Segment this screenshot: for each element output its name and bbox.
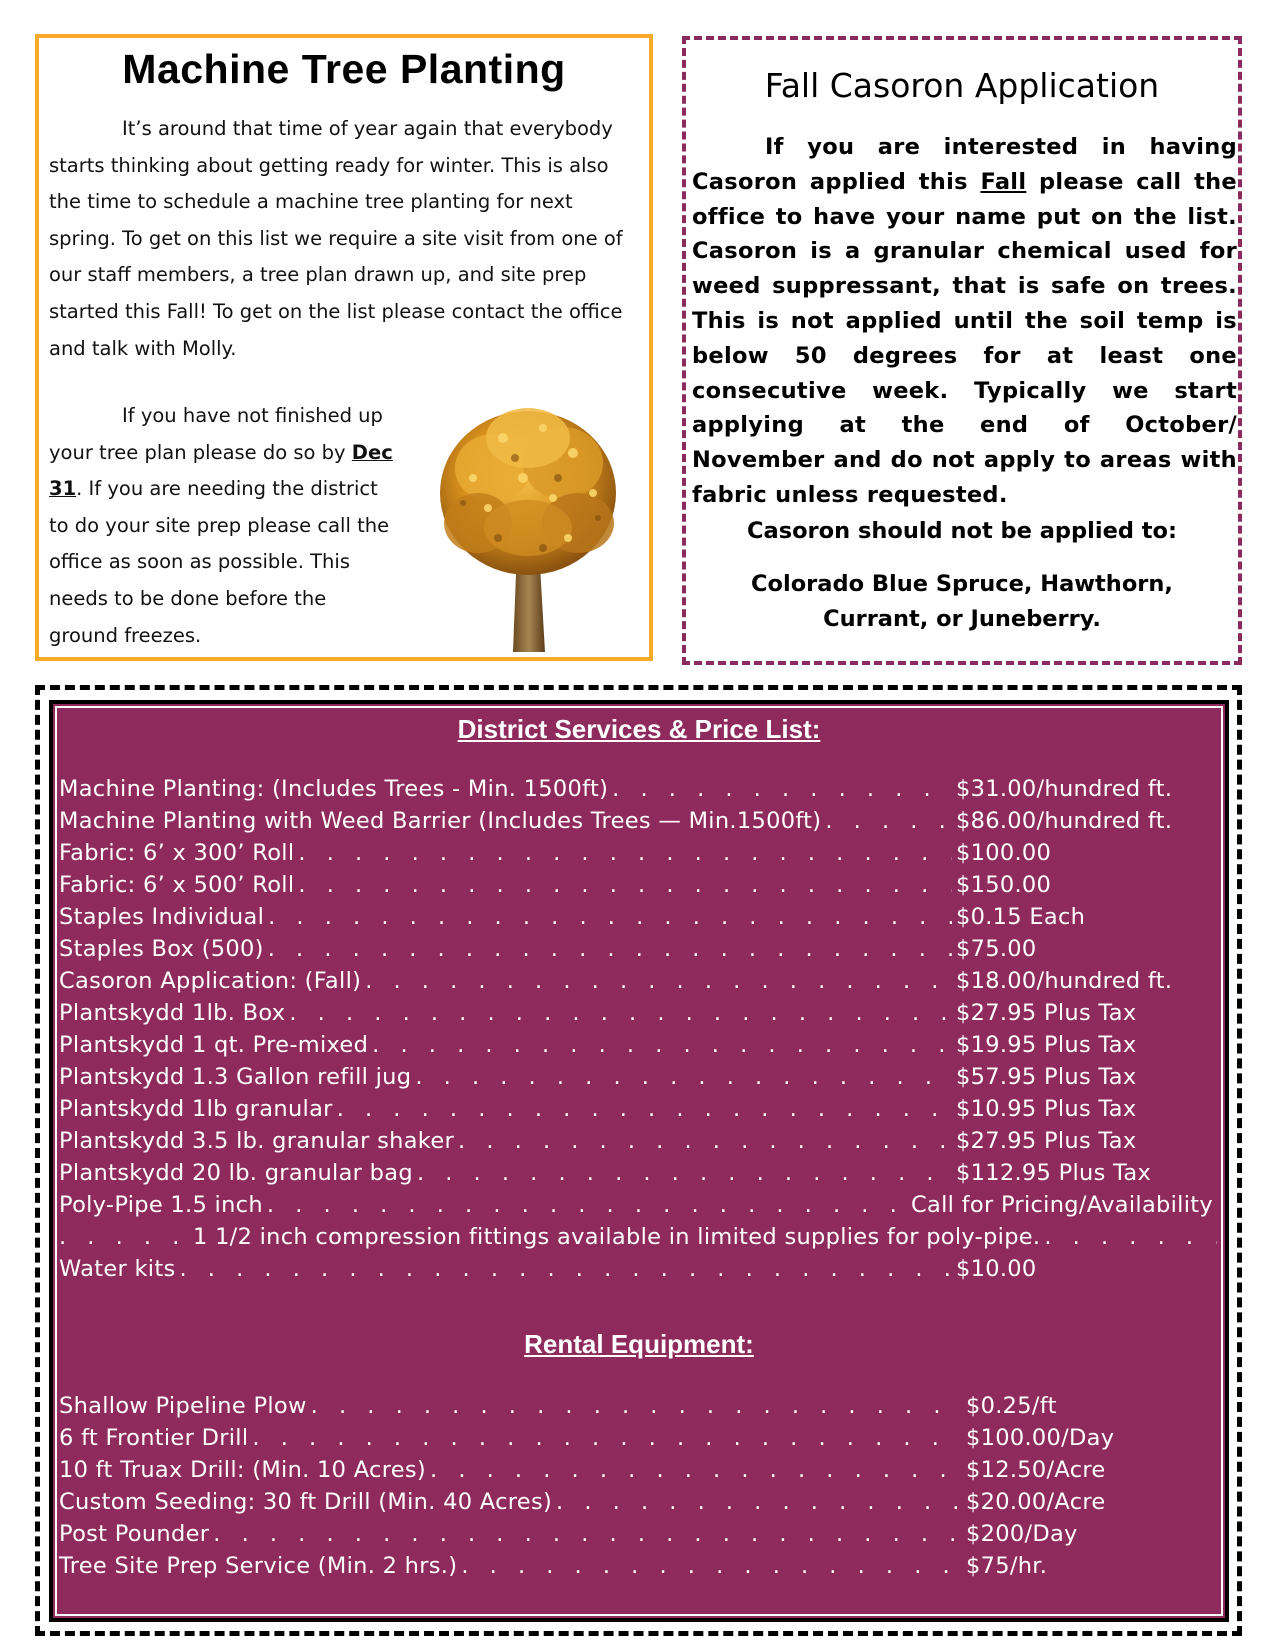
service-price: Call for Pricing/Availability (911, 1192, 1214, 1218)
service-row (59, 776, 1221, 808)
rental-row (59, 1425, 1221, 1457)
casoron-warning-label: Casoron should not be applied to: (747, 518, 1177, 544)
service-name: Plantskydd 3.5 lb. granular shaker (59, 1128, 455, 1154)
service-row (59, 1000, 1221, 1032)
service-name: Casoron Application: (Fall) (59, 968, 362, 994)
service-row (59, 1064, 1221, 1096)
dot-leader (825, 808, 952, 834)
service-row (59, 1192, 1221, 1224)
rental-list (59, 1393, 1221, 1585)
rental-name: 6 ft Frontier Drill (59, 1425, 249, 1451)
service-row (59, 1096, 1221, 1128)
rental-price: $0.25/ft (966, 1393, 1057, 1419)
service-name: Staples Box (500) (59, 936, 264, 962)
service-price: $150.00 (956, 872, 1052, 898)
dot-leader (298, 872, 952, 898)
service-price: $100.00 (956, 840, 1052, 866)
dot-leader (458, 1128, 952, 1154)
service-price: $18.00/hundred ft. (956, 968, 1173, 994)
dot-leader (430, 1457, 962, 1483)
service-row (59, 1032, 1221, 1064)
dot-leader (365, 968, 952, 994)
dot-leader (372, 1032, 952, 1058)
service-price: $112.95 Plus Tax (956, 1160, 1152, 1186)
dot-leader (415, 1064, 952, 1090)
service-row (59, 968, 1221, 1000)
dot-leader (337, 1096, 952, 1122)
service-row (59, 936, 1221, 968)
service-name: Water kits (59, 1256, 176, 1282)
service-name: Machine Planting: (Includes Trees - Min. 1500ft) (59, 776, 609, 802)
service-name: Poly-Pipe 1.5 inch (59, 1192, 263, 1218)
service-price: $27.95 Plus Tax (956, 1128, 1137, 1154)
casoron-description (692, 130, 1237, 513)
dot-leader (556, 1489, 962, 1515)
service-price: $27.95 Plus Tax (956, 1000, 1137, 1026)
excluded-species-line-2: Currant, or Juneberry. (823, 606, 1101, 632)
dot-leader (289, 1000, 952, 1026)
casoron-desc-lead: If you are interested in having Casoron applied this (692, 134, 1237, 195)
services-heading: District Services & Price List: (457, 714, 821, 744)
rental-row (59, 1489, 1221, 1521)
dot-leader (417, 1160, 952, 1186)
service-name: Staples Individual (59, 904, 265, 930)
dot-leader (267, 1192, 907, 1218)
dot-leader (311, 1393, 962, 1419)
fittings-note-row (59, 1224, 1221, 1256)
rental-price: $100.00/Day (966, 1425, 1115, 1451)
price-list-panel (49, 700, 1229, 1622)
service-row (59, 808, 1221, 840)
rental-row (59, 1553, 1221, 1585)
rental-price: $200/Day (966, 1521, 1078, 1547)
rental-name: Tree Site Prep Service (Min. 2 hrs.) (59, 1553, 458, 1579)
service-price: $19.95 Plus Tax (956, 1032, 1137, 1058)
service-price: $31.00/hundred ft. (956, 776, 1173, 802)
services-list (59, 776, 1221, 1288)
casoron-desc-rest: please call the office to have your name put on the list. Casoron is a granular chemical used for weed suppressant, that is safe on trees. This is not applied until the soil temp is below 50 degrees for at least one consecutive week. Typically we start applying at the end of October/ November and do not apply to areas with fabric unless requested. (692, 168, 1237, 508)
fittings-note: 1 1/2 inch compression fittings available in limited supplies for poly-pipe. (193, 1224, 1041, 1250)
service-name: Plantskydd 1lb. Box (59, 1000, 286, 1026)
service-price: $10.00 (956, 1256, 1037, 1282)
dot-leader (252, 1425, 962, 1451)
dot-leader (461, 1553, 962, 1579)
dot-leader (1044, 1224, 1217, 1250)
service-name: Machine Planting with Weed Barrier (Includes Trees — Min.1500ft) (59, 808, 822, 834)
rental-name: Shallow Pipeline Plow (59, 1393, 307, 1419)
dot-leader (298, 840, 952, 866)
service-row (59, 1128, 1221, 1160)
rental-heading: Rental Equipment: (524, 1329, 754, 1359)
service-price: $86.00/hundred ft. (956, 808, 1173, 834)
autumn-tree-image (433, 398, 623, 653)
service-price: $0.15 Each (956, 904, 1086, 930)
service-name: Plantskydd 1.3 Gallon refill jug (59, 1064, 412, 1090)
planting-p2-lead: If you have not finished up your tree plan please do so by (49, 404, 383, 464)
service-price: $57.95 Plus Tax (956, 1064, 1137, 1090)
planting-p2-rest: . If you are needing the district to do your site prep please call the office as soon as possible. This needs to be done before the ground freezes. (49, 477, 390, 647)
service-row (59, 904, 1221, 936)
rental-name: 10 ft Truax Drill: (Min. 10 Acres) (59, 1457, 427, 1483)
dot-leader (59, 1224, 189, 1250)
service-name: Fabric: 6’ x 300’ Roll (59, 840, 295, 866)
service-row (59, 1160, 1221, 1192)
rental-row (59, 1457, 1221, 1489)
planting-paragraph-2 (49, 398, 401, 654)
dot-leader (612, 776, 952, 802)
rental-price: $75/hr. (966, 1553, 1048, 1579)
rental-price: $12.50/Acre (966, 1457, 1106, 1483)
service-name: Plantskydd 1lb granular (59, 1096, 333, 1122)
service-price: $10.95 Plus Tax (956, 1096, 1137, 1122)
fall-casoron-box (682, 36, 1242, 665)
fall-emphasis: Fall (980, 168, 1027, 195)
dot-leader (268, 936, 952, 962)
dot-leader (180, 1256, 953, 1282)
service-row (59, 872, 1221, 904)
service-price: $75.00 (956, 936, 1037, 962)
service-name: Plantskydd 1 qt. Pre-mixed (59, 1032, 369, 1058)
service-name: Fabric: 6’ x 500’ Roll (59, 872, 295, 898)
rental-row (59, 1521, 1221, 1553)
rental-price: $20.00/Acre (966, 1489, 1106, 1515)
rental-row (59, 1393, 1221, 1425)
service-row (59, 1256, 1221, 1288)
casoron-title: Fall Casoron Application (764, 66, 1160, 105)
rental-name: Post Pounder (59, 1521, 210, 1547)
machine-tree-planting-box (35, 34, 653, 661)
planting-paragraph-1: It’s around that time of year again that everybody starts thinking about getting ready for winter. This is also the time to schedule a machine tree planting for next spring. To get on this list we require a site visit from one of our staff members, a tree plan drawn up, and site prep started this Fall! To get on the list please contact the office and talk with Molly. (49, 117, 623, 360)
dot-leader (213, 1521, 962, 1547)
deadline-date: Dec 31 (49, 440, 393, 501)
rental-name: Custom Seeding: 30 ft Drill (Min. 40 Acres) (59, 1489, 553, 1515)
excluded-species-line-1: Colorado Blue Spruce, Hawthorn, (751, 571, 1173, 597)
excluded-species (686, 567, 1238, 637)
planting-title: Machine Tree Planting (122, 46, 566, 92)
service-name: Plantskydd 20 lb. granular bag (59, 1160, 413, 1186)
dot-leader (268, 904, 952, 930)
service-row (59, 840, 1221, 872)
